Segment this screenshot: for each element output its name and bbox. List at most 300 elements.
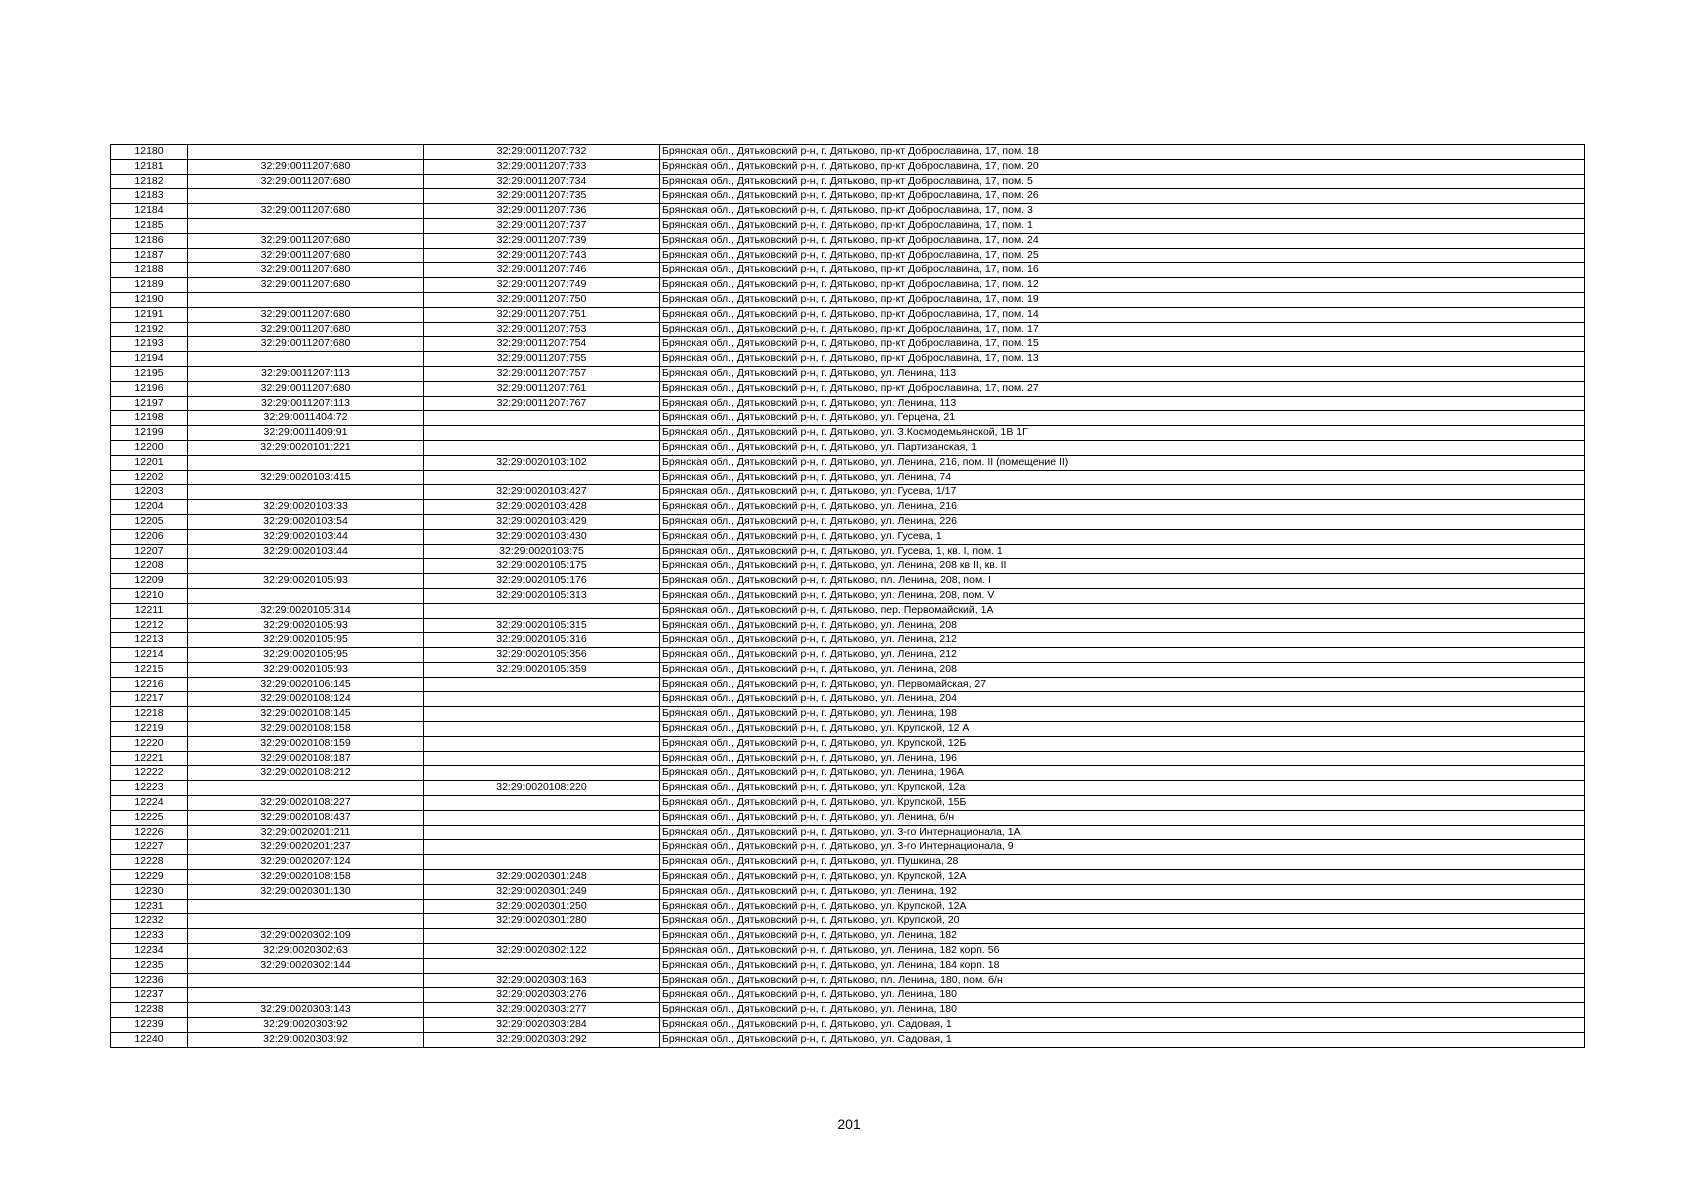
- parent-cadastral-number-cell: 32:29:0011207:113: [188, 366, 424, 381]
- parent-cadastral-number-cell: 32:29:0011207:680: [188, 337, 424, 352]
- parent-cadastral-number-cell: [188, 485, 424, 500]
- address-cell: Брянская обл., Дятьковский р-н, г. Дятьково, ул. Крупской, 12А: [660, 870, 1585, 885]
- table-row: [111, 662, 1585, 677]
- address-cell: Брянская обл., Дятьковский р-н, г. Дятьково, ул. Пушкина, 28: [660, 855, 1585, 870]
- row-number-cell: 12240: [111, 1032, 188, 1047]
- row-number-cell: 12227: [111, 840, 188, 855]
- cadastral-number-cell: [424, 796, 660, 811]
- table-row: [111, 485, 1585, 500]
- cadastral-number-cell: 32:29:0020301:249: [424, 884, 660, 899]
- parent-cadastral-number-cell: 32:29:0020302:63: [188, 944, 424, 959]
- address-cell: Брянская обл., Дятьковский р-н, г. Дятьково, пр-кт Доброславина, 17, пом. 1: [660, 218, 1585, 233]
- cadastral-number-cell: [424, 855, 660, 870]
- parent-cadastral-number-cell: 32:29:0020302:144: [188, 958, 424, 973]
- table-row: [111, 781, 1585, 796]
- parent-cadastral-number-cell: 32:29:0011207:680: [188, 307, 424, 322]
- table-row: [111, 648, 1585, 663]
- table-row: [111, 899, 1585, 914]
- row-number-cell: 12235: [111, 958, 188, 973]
- cadastral-number-cell: [424, 707, 660, 722]
- address-cell: Брянская обл., Дятьковский р-н, г. Дятьково, ул. Ленина, 196: [660, 751, 1585, 766]
- table-row: [111, 766, 1585, 781]
- parent-cadastral-number-cell: 32:29:0011207:680: [188, 159, 424, 174]
- parent-cadastral-number-cell: [188, 455, 424, 470]
- table-row: [111, 633, 1585, 648]
- row-number-cell: 12234: [111, 944, 188, 959]
- table-row: [111, 825, 1585, 840]
- cadastral-number-cell: 32:29:0020301:280: [424, 914, 660, 929]
- row-number-cell: 12184: [111, 204, 188, 219]
- address-cell: Брянская обл., Дятьковский р-н, г. Дятьково, ул. 3-го Интернационала, 1А: [660, 825, 1585, 840]
- address-cell: Брянская обл., Дятьковский р-н, г. Дятьково, ул. Ленина, 204: [660, 692, 1585, 707]
- table-row: [111, 618, 1585, 633]
- row-number-cell: 12195: [111, 366, 188, 381]
- address-cell: Брянская обл., Дятьковский р-н, г. Дятьково, пр-кт Доброславина, 17, пом. 15: [660, 337, 1585, 352]
- parent-cadastral-number-cell: 32:29:0020105:93: [188, 618, 424, 633]
- row-number-cell: 12203: [111, 485, 188, 500]
- table-row: [111, 855, 1585, 870]
- table-row: [111, 426, 1585, 441]
- row-number-cell: 12210: [111, 588, 188, 603]
- row-number-cell: 12226: [111, 825, 188, 840]
- table-row: [111, 263, 1585, 278]
- row-number-cell: 12192: [111, 322, 188, 337]
- parent-cadastral-number-cell: 32:29:0020105:93: [188, 662, 424, 677]
- parent-cadastral-number-cell: [188, 559, 424, 574]
- address-cell: Брянская обл., Дятьковский р-н, г. Дятьково, ул. Ленина, 212: [660, 648, 1585, 663]
- cadastral-number-cell: [424, 440, 660, 455]
- row-number-cell: 12190: [111, 292, 188, 307]
- cadastral-number-cell: [424, 722, 660, 737]
- parent-cadastral-number-cell: 32:29:0020108:158: [188, 722, 424, 737]
- parent-cadastral-number-cell: 32:29:0020302:109: [188, 929, 424, 944]
- address-cell: Брянская обл., Дятьковский р-н, г. Дятьково, ул. Крупской, 12Б: [660, 736, 1585, 751]
- cadastral-number-cell: [424, 929, 660, 944]
- cadastral-number-cell: 32:29:0011207:736: [424, 204, 660, 219]
- table-row: [111, 840, 1585, 855]
- address-cell: Брянская обл., Дятьковский р-н, г. Дятьково, ул. Ленина, 113: [660, 396, 1585, 411]
- parent-cadastral-number-cell: 32:29:0020108:437: [188, 810, 424, 825]
- parent-cadastral-number-cell: 32:29:0020105:93: [188, 574, 424, 589]
- cadastral-number-cell: 32:29:0020303:284: [424, 1018, 660, 1033]
- parent-cadastral-number-cell: 32:29:0020108:158: [188, 870, 424, 885]
- address-cell: Брянская обл., Дятьковский р-н, г. Дятьково, пр-кт Доброславина, 17, пом. 17: [660, 322, 1585, 337]
- row-number-cell: 12212: [111, 618, 188, 633]
- address-cell: Брянская обл., Дятьковский р-н, г. Дятьково, ул. Ленина, 216: [660, 500, 1585, 515]
- row-number-cell: 12208: [111, 559, 188, 574]
- row-number-cell: 12193: [111, 337, 188, 352]
- row-number-cell: 12239: [111, 1018, 188, 1033]
- row-number-cell: 12200: [111, 440, 188, 455]
- row-number-cell: 12194: [111, 352, 188, 367]
- table-row: [111, 559, 1585, 574]
- parent-cadastral-number-cell: [188, 189, 424, 204]
- parent-cadastral-number-cell: 32:29:0011207:680: [188, 204, 424, 219]
- parent-cadastral-number-cell: 32:29:0011207:680: [188, 248, 424, 263]
- table-row: [111, 233, 1585, 248]
- address-cell: Брянская обл., Дятьковский р-н, г. Дятьково, ул. З.Космодемьянской, 1В 1Г: [660, 426, 1585, 441]
- address-cell: Брянская обл., Дятьковский р-н, г. Дятьково, пр-кт Доброславина, 17, пом. 13: [660, 352, 1585, 367]
- row-number-cell: 12198: [111, 411, 188, 426]
- parent-cadastral-number-cell: 32:29:0020303:92: [188, 1018, 424, 1033]
- parent-cadastral-number-cell: 32:29:0011207:680: [188, 322, 424, 337]
- address-cell: Брянская обл., Дятьковский р-н, г. Дятьково, пер. Первомайский, 1А: [660, 603, 1585, 618]
- row-number-cell: 12219: [111, 722, 188, 737]
- address-cell: Брянская обл., Дятьковский р-н, г. Дятьково, ул. Партизанская, 1: [660, 440, 1585, 455]
- table-row: [111, 145, 1585, 160]
- parent-cadastral-number-cell: 32:29:0020105:314: [188, 603, 424, 618]
- row-number-cell: 12229: [111, 870, 188, 885]
- parent-cadastral-number-cell: 32:29:0011207:680: [188, 381, 424, 396]
- parent-cadastral-number-cell: 32:29:0020201:237: [188, 840, 424, 855]
- address-cell: Брянская обл., Дятьковский р-н, г. Дятьково, ул. Ленина, 182 корп. 56: [660, 944, 1585, 959]
- cadastral-number-cell: 32:29:0020103:428: [424, 500, 660, 515]
- table-row: [111, 707, 1585, 722]
- row-number-cell: 12204: [111, 500, 188, 515]
- table-row: [111, 440, 1585, 455]
- cadastral-number-cell: [424, 470, 660, 485]
- row-number-cell: 12191: [111, 307, 188, 322]
- row-number-cell: 12217: [111, 692, 188, 707]
- row-number-cell: 12182: [111, 174, 188, 189]
- address-cell: Брянская обл., Дятьковский р-н, г. Дятьково, пл. Ленина, 208, пом. I: [660, 574, 1585, 589]
- row-number-cell: 12218: [111, 707, 188, 722]
- cadastral-number-cell: 32:29:0011207:743: [424, 248, 660, 263]
- cadastral-number-cell: 32:29:0011207:732: [424, 145, 660, 160]
- row-number-cell: 12207: [111, 544, 188, 559]
- parent-cadastral-number-cell: 32:29:0011207:113: [188, 396, 424, 411]
- cadastral-number-cell: 32:29:0011207:733: [424, 159, 660, 174]
- table-row: [111, 677, 1585, 692]
- table-row: [111, 958, 1585, 973]
- row-number-cell: 12197: [111, 396, 188, 411]
- parent-cadastral-number-cell: 32:29:0020103:44: [188, 544, 424, 559]
- cadastral-number-cell: 32:29:0011207:767: [424, 396, 660, 411]
- table-row: [111, 1032, 1585, 1047]
- cadastral-number-cell: [424, 958, 660, 973]
- parent-cadastral-number-cell: 32:29:0011409:91: [188, 426, 424, 441]
- parent-cadastral-number-cell: 32:29:0020108:159: [188, 736, 424, 751]
- row-number-cell: 12180: [111, 145, 188, 160]
- row-number-cell: 12187: [111, 248, 188, 263]
- cadastral-number-cell: [424, 751, 660, 766]
- table-row: [111, 944, 1585, 959]
- parent-cadastral-number-cell: 32:29:0020103:415: [188, 470, 424, 485]
- address-cell: Брянская обл., Дятьковский р-н, г. Дятьково, ул. Ленина, 196А: [660, 766, 1585, 781]
- cadastral-number-cell: 32:29:0011207:751: [424, 307, 660, 322]
- table-row: [111, 751, 1585, 766]
- cadastral-number-cell: 32:29:0020303:277: [424, 1003, 660, 1018]
- cadastral-number-cell: [424, 426, 660, 441]
- address-cell: Брянская обл., Дятьковский р-н, г. Дятьково, пр-кт Доброславина, 17, пом. 26: [660, 189, 1585, 204]
- registry-table-body: [111, 145, 1585, 1048]
- address-cell: Брянская обл., Дятьковский р-н, г. Дятьково, ул. Первомайская, 27: [660, 677, 1585, 692]
- table-row: [111, 218, 1585, 233]
- table-row: [111, 292, 1585, 307]
- address-cell: Брянская обл., Дятьковский р-н, г. Дятьково, ул. Садовая, 1: [660, 1032, 1585, 1047]
- row-number-cell: 12183: [111, 189, 188, 204]
- cadastral-number-cell: 32:29:0020103:427: [424, 485, 660, 500]
- table-row: [111, 722, 1585, 737]
- cadastral-number-cell: 32:29:0020105:356: [424, 648, 660, 663]
- cadastral-number-cell: 32:29:0011207:754: [424, 337, 660, 352]
- row-number-cell: 12221: [111, 751, 188, 766]
- address-cell: Брянская обл., Дятьковский р-н, г. Дятьково, ул. Ленина, 180: [660, 988, 1585, 1003]
- table-row: [111, 810, 1585, 825]
- address-cell: Брянская обл., Дятьковский р-н, г. Дятьково, пр-кт Доброславина, 17, пом. 18: [660, 145, 1585, 160]
- parent-cadastral-number-cell: 32:29:0011207:680: [188, 278, 424, 293]
- cadastral-number-cell: 32:29:0020103:102: [424, 455, 660, 470]
- table-row: [111, 159, 1585, 174]
- table-row: [111, 988, 1585, 1003]
- row-number-cell: 12206: [111, 529, 188, 544]
- address-cell: Брянская обл., Дятьковский р-н, г. Дятьково, ул. Ленина, 192: [660, 884, 1585, 899]
- cadastral-number-cell: [424, 411, 660, 426]
- address-cell: Брянская обл., Дятьковский р-н, г. Дятьково, ул. Гусева, 1/17: [660, 485, 1585, 500]
- table-row: [111, 248, 1585, 263]
- row-number-cell: 12236: [111, 973, 188, 988]
- parent-cadastral-number-cell: [188, 781, 424, 796]
- cadastral-number-cell: [424, 840, 660, 855]
- table-row: [111, 174, 1585, 189]
- parent-cadastral-number-cell: [188, 352, 424, 367]
- cadastral-number-cell: 32:29:0011207:746: [424, 263, 660, 278]
- cadastral-number-cell: [424, 692, 660, 707]
- row-number-cell: 12215: [111, 662, 188, 677]
- address-cell: Брянская обл., Дятьковский р-н, г. Дятьково, пр-кт Доброславина, 17, пом. 14: [660, 307, 1585, 322]
- table-row: [111, 973, 1585, 988]
- address-cell: Брянская обл., Дятьковский р-н, г. Дятьково, пр-кт Доброславина, 17, пом. 24: [660, 233, 1585, 248]
- parent-cadastral-number-cell: 32:29:0020103:33: [188, 500, 424, 515]
- parent-cadastral-number-cell: 32:29:0020303:92: [188, 1032, 424, 1047]
- table-row: [111, 470, 1585, 485]
- table-row: [111, 278, 1585, 293]
- parent-cadastral-number-cell: 32:29:0020108:212: [188, 766, 424, 781]
- address-cell: Брянская обл., Дятьковский р-н, г. Дятьково, ул. Ленина, 184 корп. 18: [660, 958, 1585, 973]
- table-row: [111, 396, 1585, 411]
- row-number-cell: 12205: [111, 514, 188, 529]
- address-cell: Брянская обл., Дятьковский р-н, г. Дятьково, ул. Ленина, 216, пом. II (помещение II): [660, 455, 1585, 470]
- row-number-cell: 12188: [111, 263, 188, 278]
- parent-cadastral-number-cell: 32:29:0020201:211: [188, 825, 424, 840]
- address-cell: Брянская обл., Дятьковский р-н, г. Дятьково, ул. Садовая, 1: [660, 1018, 1585, 1033]
- parent-cadastral-number-cell: 32:29:0020106:145: [188, 677, 424, 692]
- parent-cadastral-number-cell: 32:29:0020108:124: [188, 692, 424, 707]
- row-number-cell: 12238: [111, 1003, 188, 1018]
- cadastral-number-cell: [424, 603, 660, 618]
- cadastral-number-cell: 32:29:0020103:430: [424, 529, 660, 544]
- row-number-cell: 12216: [111, 677, 188, 692]
- cadastral-number-cell: 32:29:0020103:75: [424, 544, 660, 559]
- cadastral-number-cell: [424, 810, 660, 825]
- cadastral-number-cell: 32:29:0020303:163: [424, 973, 660, 988]
- cadastral-number-cell: 32:29:0011207:753: [424, 322, 660, 337]
- address-cell: Брянская обл., Дятьковский р-н, г. Дятьково, пл. Ленина, 180, пом. б/н: [660, 973, 1585, 988]
- parent-cadastral-number-cell: 32:29:0020303:143: [188, 1003, 424, 1018]
- row-number-cell: 12233: [111, 929, 188, 944]
- cadastral-number-cell: 32:29:0020301:250: [424, 899, 660, 914]
- row-number-cell: 12214: [111, 648, 188, 663]
- table-row: [111, 1018, 1585, 1033]
- row-number-cell: 12199: [111, 426, 188, 441]
- cadastral-number-cell: 32:29:0020303:292: [424, 1032, 660, 1047]
- address-cell: Брянская обл., Дятьковский р-н, г. Дятьково, пр-кт Доброславина, 17, пом. 20: [660, 159, 1585, 174]
- address-cell: Брянская обл., Дятьковский р-н, г. Дятьково, ул. Ленина, 208: [660, 618, 1585, 633]
- parent-cadastral-number-cell: [188, 988, 424, 1003]
- parent-cadastral-number-cell: 32:29:0020207:124: [188, 855, 424, 870]
- row-number-cell: 12211: [111, 603, 188, 618]
- table-row: [111, 544, 1585, 559]
- row-number-cell: 12201: [111, 455, 188, 470]
- address-cell: Брянская обл., Дятьковский р-н, г. Дятьково, пр-кт Доброславина, 17, пом. 19: [660, 292, 1585, 307]
- parent-cadastral-number-cell: [188, 218, 424, 233]
- table-row: [111, 870, 1585, 885]
- row-number-cell: 12189: [111, 278, 188, 293]
- table-row: [111, 204, 1585, 219]
- table-row: [111, 352, 1585, 367]
- table-row: [111, 455, 1585, 470]
- page-number: 201: [837, 1116, 861, 1132]
- table-row: [111, 1003, 1585, 1018]
- address-cell: Брянская обл., Дятьковский р-н, г. Дятьково, ул. Ленина, 74: [660, 470, 1585, 485]
- table-row: [111, 381, 1585, 396]
- cadastral-number-cell: [424, 825, 660, 840]
- table-row: [111, 588, 1585, 603]
- address-cell: Брянская обл., Дятьковский р-н, г. Дятьково, ул. Герцена, 21: [660, 411, 1585, 426]
- cadastral-number-cell: 32:29:0011207:761: [424, 381, 660, 396]
- row-number-cell: 12209: [111, 574, 188, 589]
- table-row: [111, 914, 1585, 929]
- cadastral-number-cell: 32:29:0020108:220: [424, 781, 660, 796]
- table-row: [111, 884, 1585, 899]
- address-cell: Брянская обл., Дятьковский р-н, г. Дятьково, ул. Крупской, 15Б: [660, 796, 1585, 811]
- cadastral-number-cell: [424, 766, 660, 781]
- address-cell: Брянская обл., Дятьковский р-н, г. Дятьково, пр-кт Доброславина, 17, пом. 5: [660, 174, 1585, 189]
- table-row: [111, 500, 1585, 515]
- cadastral-number-cell: 32:29:0020105:175: [424, 559, 660, 574]
- cadastral-number-cell: 32:29:0020105:359: [424, 662, 660, 677]
- row-number-cell: 12230: [111, 884, 188, 899]
- row-number-cell: 12232: [111, 914, 188, 929]
- parent-cadastral-number-cell: [188, 145, 424, 160]
- row-number-cell: 12228: [111, 855, 188, 870]
- parent-cadastral-number-cell: 32:29:0020103:44: [188, 529, 424, 544]
- address-cell: Брянская обл., Дятьковский р-н, г. Дятьково, ул. Ленина, 113: [660, 366, 1585, 381]
- row-number-cell: 12224: [111, 796, 188, 811]
- table-row: [111, 692, 1585, 707]
- parent-cadastral-number-cell: 32:29:0011207:680: [188, 263, 424, 278]
- parent-cadastral-number-cell: [188, 899, 424, 914]
- row-number-cell: 12237: [111, 988, 188, 1003]
- cadastral-number-cell: [424, 677, 660, 692]
- cadastral-number-cell: 32:29:0011207:757: [424, 366, 660, 381]
- parent-cadastral-number-cell: 32:29:0011207:680: [188, 174, 424, 189]
- row-number-cell: 12231: [111, 899, 188, 914]
- row-number-cell: 12213: [111, 633, 188, 648]
- row-number-cell: 12185: [111, 218, 188, 233]
- cadastral-number-cell: 32:29:0020103:429: [424, 514, 660, 529]
- row-number-cell: 12225: [111, 810, 188, 825]
- cadastral-number-cell: 32:29:0020105:316: [424, 633, 660, 648]
- row-number-cell: 12186: [111, 233, 188, 248]
- cadastral-number-cell: 32:29:0020105:315: [424, 618, 660, 633]
- parent-cadastral-number-cell: [188, 588, 424, 603]
- table-row: [111, 603, 1585, 618]
- table-row: [111, 337, 1585, 352]
- table-row: [111, 366, 1585, 381]
- parent-cadastral-number-cell: [188, 973, 424, 988]
- address-cell: Брянская обл., Дятьковский р-н, г. Дятьково, ул. Крупской, 12а: [660, 781, 1585, 796]
- row-number-cell: 12223: [111, 781, 188, 796]
- parent-cadastral-number-cell: 32:29:0020101:221: [188, 440, 424, 455]
- address-cell: Брянская обл., Дятьковский р-н, г. Дятьково, пр-кт Доброславина, 17, пом. 3: [660, 204, 1585, 219]
- parent-cadastral-number-cell: 32:29:0020108:187: [188, 751, 424, 766]
- cadastral-number-cell: 32:29:0011207:737: [424, 218, 660, 233]
- cadastral-number-cell: 32:29:0011207:749: [424, 278, 660, 293]
- row-number-cell: 12222: [111, 766, 188, 781]
- address-cell: Брянская обл., Дятьковский р-н, г. Дятьково, пр-кт Доброславина, 17, пом. 27: [660, 381, 1585, 396]
- registry-table: [110, 144, 1585, 1048]
- table-row: [111, 307, 1585, 322]
- parent-cadastral-number-cell: 32:29:0011404:72: [188, 411, 424, 426]
- address-cell: Брянская обл., Дятьковский р-н, г. Дятьково, ул. 3-го Интернационала, 9: [660, 840, 1585, 855]
- table-row: [111, 929, 1585, 944]
- parent-cadastral-number-cell: [188, 914, 424, 929]
- row-number-cell: 12220: [111, 736, 188, 751]
- table-row: [111, 411, 1585, 426]
- parent-cadastral-number-cell: 32:29:0020108:145: [188, 707, 424, 722]
- address-cell: Брянская обл., Дятьковский р-н, г. Дятьково, ул. Ленина, 208 кв II, кв. II: [660, 559, 1585, 574]
- parent-cadastral-number-cell: [188, 292, 424, 307]
- address-cell: Брянская обл., Дятьковский р-н, г. Дятьково, ул. Ленина, 212: [660, 633, 1585, 648]
- table-row: [111, 529, 1585, 544]
- table-row: [111, 736, 1585, 751]
- address-cell: Брянская обл., Дятьковский р-н, г. Дятьково, ул. Гусева, 1, кв. I, пом. 1: [660, 544, 1585, 559]
- address-cell: Брянская обл., Дятьковский р-н, г. Дятьково, ул. Гусева, 1: [660, 529, 1585, 544]
- cadastral-number-cell: 32:29:0011207:750: [424, 292, 660, 307]
- parent-cadastral-number-cell: 32:29:0020105:95: [188, 633, 424, 648]
- address-cell: Брянская обл., Дятьковский р-н, г. Дятьково, ул. Ленина, 226: [660, 514, 1585, 529]
- address-cell: Брянская обл., Дятьковский р-н, г. Дятьково, ул. Ленина, 208: [660, 662, 1585, 677]
- cadastral-number-cell: 32:29:0020302:122: [424, 944, 660, 959]
- cadastral-number-cell: [424, 736, 660, 751]
- parent-cadastral-number-cell: 32:29:0020105:95: [188, 648, 424, 663]
- row-number-cell: 12181: [111, 159, 188, 174]
- row-number-cell: 12202: [111, 470, 188, 485]
- address-cell: Брянская обл., Дятьковский р-н, г. Дятьково, ул. Крупской, 20: [660, 914, 1585, 929]
- cadastral-number-cell: 32:29:0020105:313: [424, 588, 660, 603]
- address-cell: Брянская обл., Дятьковский р-н, г. Дятьково, ул. Ленина, 208, пом. V: [660, 588, 1585, 603]
- cadastral-number-cell: 32:29:0011207:734: [424, 174, 660, 189]
- parent-cadastral-number-cell: 32:29:0020301:130: [188, 884, 424, 899]
- cadastral-number-cell: 32:29:0011207:755: [424, 352, 660, 367]
- cadastral-number-cell: 32:29:0020301:248: [424, 870, 660, 885]
- address-cell: Брянская обл., Дятьковский р-н, г. Дятьково, ул. Ленина, 198: [660, 707, 1585, 722]
- table-row: [111, 574, 1585, 589]
- cadastral-number-cell: 32:29:0011207:739: [424, 233, 660, 248]
- address-cell: Брянская обл., Дятьковский р-н, г. Дятьково, пр-кт Доброславина, 17, пом. 25: [660, 248, 1585, 263]
- address-cell: Брянская обл., Дятьковский р-н, г. Дятьково, ул. Крупской, 12А: [660, 899, 1585, 914]
- row-number-cell: 12196: [111, 381, 188, 396]
- table-row: [111, 189, 1585, 204]
- address-cell: Брянская обл., Дятьковский р-н, г. Дятьково, пр-кт Доброславина, 17, пом. 16: [660, 263, 1585, 278]
- parent-cadastral-number-cell: 32:29:0020103:54: [188, 514, 424, 529]
- parent-cadastral-number-cell: 32:29:0020108:227: [188, 796, 424, 811]
- cadastral-number-cell: 32:29:0020303:276: [424, 988, 660, 1003]
- address-cell: Брянская обл., Дятьковский р-н, г. Дятьково, ул. Крупской, 12 А: [660, 722, 1585, 737]
- address-cell: Брянская обл., Дятьковский р-н, г. Дятьково, ул. Ленина, 182: [660, 929, 1585, 944]
- table-row: [111, 514, 1585, 529]
